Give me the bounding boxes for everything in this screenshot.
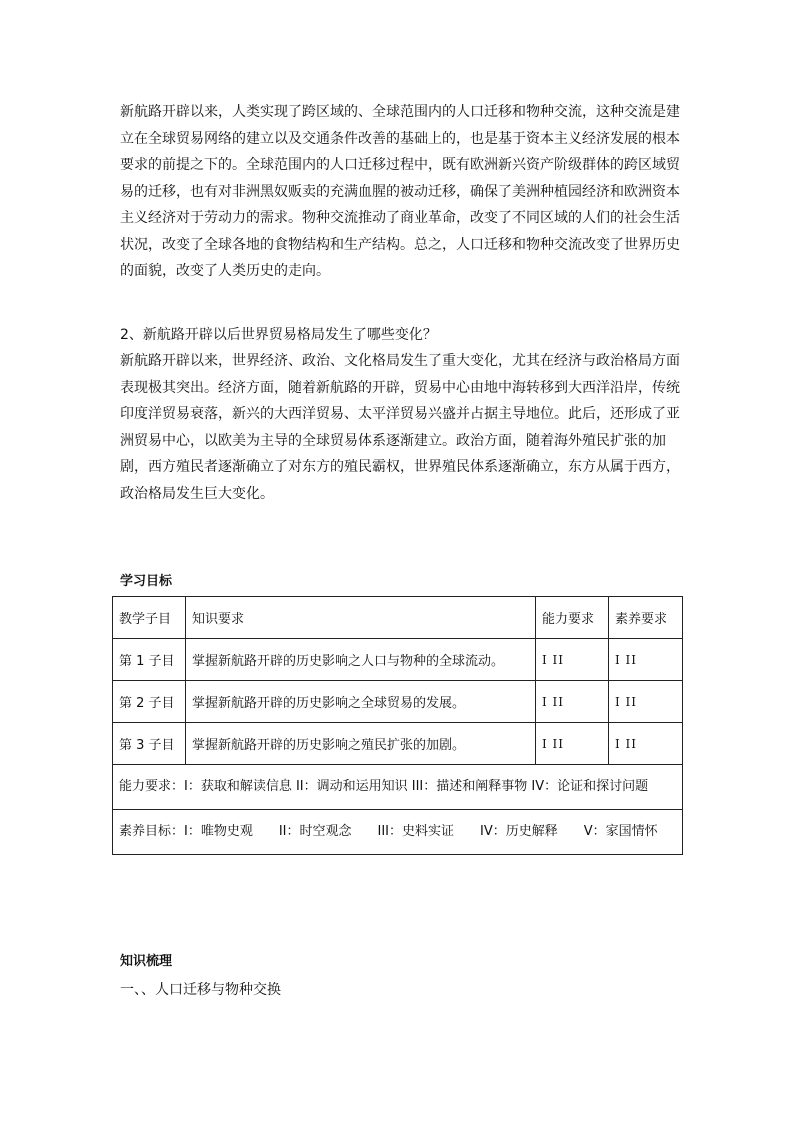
- cell-sub: 第 3 子目: [113, 723, 186, 765]
- header-knowledge: 知识要求: [186, 597, 536, 639]
- cell-literacy: I II: [609, 723, 683, 765]
- table-row: [113, 639, 683, 681]
- cell-literacy: I II: [609, 639, 683, 681]
- section-1-title: 一、、人口迁移与物种交换: [120, 982, 281, 998]
- ability-note-row: [113, 765, 683, 810]
- cell-knowledge: 掌握新航路开辟的历史影响之人口与物种的全球流动。: [186, 639, 536, 681]
- cell-ability: I II: [536, 681, 609, 723]
- knowledge-heading: 知识梳理: [120, 954, 173, 969]
- cell-ability: I II: [536, 723, 609, 765]
- header-sub: 教学子目: [113, 597, 186, 639]
- learning-goals-heading: 学习目标: [120, 574, 173, 589]
- header-literacy: 素养要求: [609, 597, 683, 639]
- cell-sub: 第 2 子目: [113, 681, 186, 723]
- cell-ability: I II: [536, 639, 609, 681]
- learning-goals-table: [112, 596, 683, 855]
- table-row: [113, 723, 683, 765]
- cell-knowledge: 掌握新航路开辟的历史影响之殖民扩张的加剧。: [186, 723, 536, 765]
- cell-knowledge: 掌握新航路开辟的历史影响之全球贸易的发展。: [186, 681, 536, 723]
- paragraph-trade-pattern: 新航路开辟以来，世界经济、政治、文化格局发生了重大变化，尤其在经济与政治格局方面表现极其突出。经济方面，随着新航路的开辟，贸易中心由地中海转移到大西洋沿岸，传统印度洋贸易衰落，新兴的大西洋贸易、太平洋贸易兴盛并占据主导地位。此后，还形成了亚洲贸易中心，以欧美为主导的全球贸易体系逐渐建立。政治方面，随着海外殖民扩张的加剧，西方殖民者逐渐确立了对东方的殖民霸权，世界殖民体系逐渐确立，东方从属于西方，政治格局发生巨大变化。: [120, 353, 680, 502]
- literacy-note: 素养目标：I：唯物史观 II：时空观念 III：史料实证 IV：历史解释 V：家国情怀: [113, 810, 683, 855]
- literacy-note-row: [113, 810, 683, 855]
- cell-sub: 第 1 子目: [113, 639, 186, 681]
- question-2: 2、新航路开辟以后世界贸易格局发生了哪些变化？: [120, 327, 437, 343]
- cell-literacy: I II: [609, 681, 683, 723]
- paragraph-population-migration: 新航路开辟以来，人类实现了跨区域的、全球范围内的人口迁移和物种交流，这种交流是建立在全球贸易网络的建立以及交通条件改善的基础上的，也是基于资本主义经济发展的根本要求的前提之下的。全球范围内的人口迁移过程中，既有欧洲新兴资产阶级群体的跨区域贸易的迁移，也有对非洲黑奴贩卖的充满血腥的被动迁移，确保了美洲种植园经济和欧洲资本主义经济对于劳动力的需求。物种交流推动了商业革命，改变了不同区域的人们的社会生活状况，改变了全球各地的食物结构和生产结构。总之，人口迁移和物种交流改变了世界历史的面貌，改变了人类历史的走向。: [120, 104, 680, 279]
- table-header-row: [113, 597, 683, 639]
- ability-note: 能力要求：I：获取和解读信息 II：调动和运用知识 III：描述和阐释事物 IV：论证和探讨问题: [113, 765, 683, 810]
- table-row: [113, 681, 683, 723]
- header-ability: 能力要求: [536, 597, 609, 639]
